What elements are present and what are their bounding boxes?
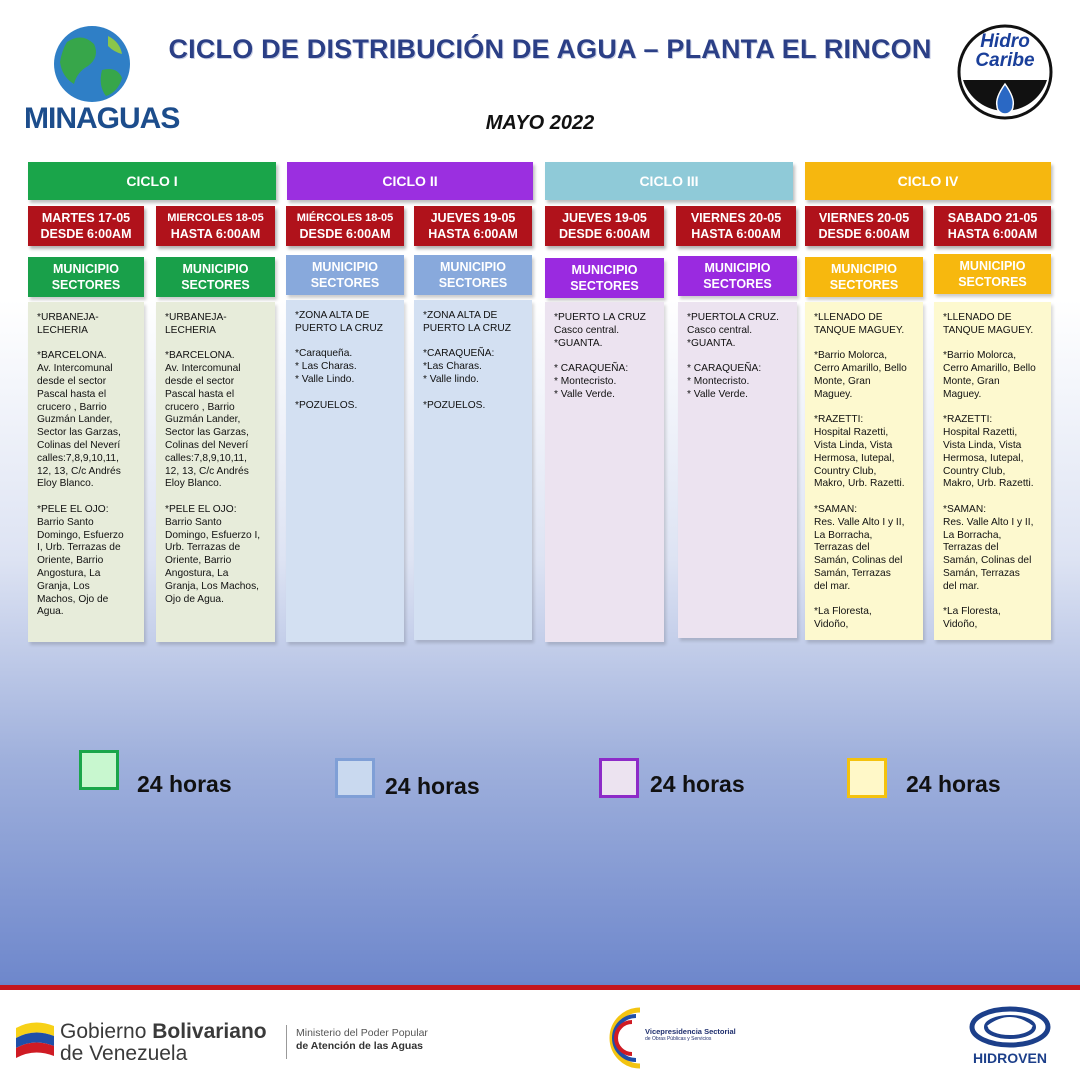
- date-header: MIÉRCOLES 18-05 DESDE 6:00AM: [286, 206, 404, 246]
- hidroven-logo-icon: [968, 1006, 1052, 1048]
- legend-label: 24 horas: [137, 771, 232, 797]
- date-header: SABADO 21-05 HASTA 6:00AM: [934, 206, 1051, 246]
- date-header: VIERNES 20-05 HASTA 6:00AM: [676, 206, 796, 246]
- page-title: CICLO DE DISTRIBUCIÓN DE AGUA – PLANTA EL RINCON: [168, 34, 932, 64]
- hidroven-wordmark: HIDROVEN: [973, 1050, 1047, 1066]
- gobierno-line-2: de Venezuela: [60, 1042, 188, 1065]
- minaguas-wordmark: MINAGUAS: [24, 102, 180, 135]
- sectors-list: *URBANEJA- LECHERIA *BARCELONA. Av. Intercomunal desde el sector Pascal hasta el crucero , Barrio Guzmán Lander, Sector las Garzas, Colinas del Neverí calles:7,8,9,10,11, 12, 13, C/c Andrés Eloy Blanco. *PELE EL OJO: Barrio Santo Domingo, Esfuerzo I, Urb. Terrazas de Oriente, Barrio Angostura, La Granja, Los Machos, Ojo de Agua.: [28, 302, 144, 642]
- month-label: MAYO 2022: [485, 112, 595, 134]
- legend-label: 24 horas: [650, 771, 745, 797]
- cycle-header-4: CICLO IV: [805, 162, 1051, 200]
- cycle-header-2: CICLO II: [287, 162, 533, 200]
- municipio-header: MUNICIPIO SECTORES: [414, 255, 532, 295]
- ministry-line-1: Ministerio del Poder Popular: [296, 1027, 428, 1039]
- sectors-list: *PUERTOLA CRUZ. Casco central. *GUANTA. * CARAQUEÑA: * Montecristo. * Valle Verde.: [678, 302, 797, 638]
- sectors-list: *LLENADO DE TANQUE MAGUEY. *Barrio Molorca, Cerro Amarillo, Bello Monte, Gran Maguey. *RAZETTI: Hospital Razetti, Vista Linda, Vista Hermosa, Iutepal, Country Club, Makro, Urb. Razetti. *SAMAN: Res. Valle Alto I y II, La Borracha, Terrazas del Samán, Colinas del Samán, Terrazas del mar. *La Floresta, Vidoño,: [934, 302, 1051, 640]
- municipio-header: MUNICIPIO SECTORES: [678, 256, 797, 296]
- hidrocaribe-wordmark: Hidro Caribe: [975, 31, 1035, 71]
- legend-swatch-green: [79, 750, 119, 790]
- sectors-list: *ZONA ALTA DE PUERTO LA CRUZ *CARAQUEÑA: *Las Charas. * Valle lindo. *POZUELOS.: [414, 300, 532, 640]
- municipio-header: MUNICIPIO SECTORES: [934, 254, 1051, 294]
- sectors-list: *LLENADO DE TANQUE MAGUEY. *Barrio Molorca, Cerro Amarillo, Bello Monte, Gran Maguey. *RAZETTI: Hospital Razetti, Vista Linda, Vista Hermosa, Iutepal, Country Club, Makro, Urb. Razetti. *SAMAN: Res. Valle Alto I y II, La Borracha, Terrazas del Samán, Colinas del Samán, Terrazas del mar. *La Floresta, Vidoño,: [805, 302, 923, 640]
- municipio-header: MUNICIPIO SECTORES: [805, 257, 923, 297]
- legend-swatch-purple: [599, 758, 639, 798]
- venezuela-flag-icon: [14, 1016, 56, 1064]
- legend-swatch-yellow: [847, 758, 887, 798]
- cycle-header-3: CICLO III: [545, 162, 793, 200]
- date-header: JUEVES 19-05 HASTA 6:00AM: [414, 206, 532, 246]
- legend-label: 24 horas: [385, 773, 480, 799]
- sectors-list: *ZONA ALTA DE PUERTO LA CRUZ *Caraqueña. * Las Charas. * Valle Lindo. *POZUELOS.: [286, 300, 404, 642]
- sectors-list: *URBANEJA- LECHERIA *BARCELONA. Av. Intercomunal desde el sector Pascal hasta el crucero , Barrio Guzmán Lander, Sector las Garzas, Colinas del Neverí calles:7,8,9,10,11, 12, 13, C/c Andrés Eloy Blanco. *PELE EL OJO: Barrio Santo Domingo, Esfuerzo I, Urb. Terrazas de Oriente, Barrio Angostura, La Granja, Los Machos, Ojo de Agua.: [156, 302, 275, 642]
- date-header: MARTES 17-05 DESDE 6:00AM: [28, 206, 144, 246]
- date-header: VIERNES 20-05 DESDE 6:00AM: [805, 206, 923, 246]
- date-header: JUEVES 19-05 DESDE 6:00AM: [545, 206, 664, 246]
- gobierno-line-1: Gobierno Bolivariano: [60, 1020, 267, 1043]
- legend-swatch-blue: [335, 758, 375, 798]
- sectors-list: *PUERTO LA CRUZ Casco central. *GUANTA. * CARAQUEÑA: * Montecristo. * Valle Verde.: [545, 302, 664, 642]
- date-header: MIERCOLES 18-05 HASTA 6:00AM: [156, 206, 275, 246]
- municipio-header: MUNICIPIO SECTORES: [545, 258, 664, 298]
- footer-divider: [286, 1025, 287, 1059]
- vicepresidencia-label: Vicepresidencia Sectorial de Obras Públicas y Servicios: [645, 1027, 736, 1042]
- minaguas-logo: [22, 22, 180, 142]
- hidrocaribe-logo: [955, 22, 1055, 122]
- legend-label: 24 horas: [906, 771, 1001, 797]
- ministry-line-2: de Atención de las Aguas: [296, 1040, 423, 1052]
- municipio-header: MUNICIPIO SECTORES: [156, 257, 275, 297]
- municipio-header: MUNICIPIO SECTORES: [286, 255, 404, 295]
- municipio-header: MUNICIPIO SECTORES: [28, 257, 144, 297]
- cycle-header-1: CICLO I: [28, 162, 276, 200]
